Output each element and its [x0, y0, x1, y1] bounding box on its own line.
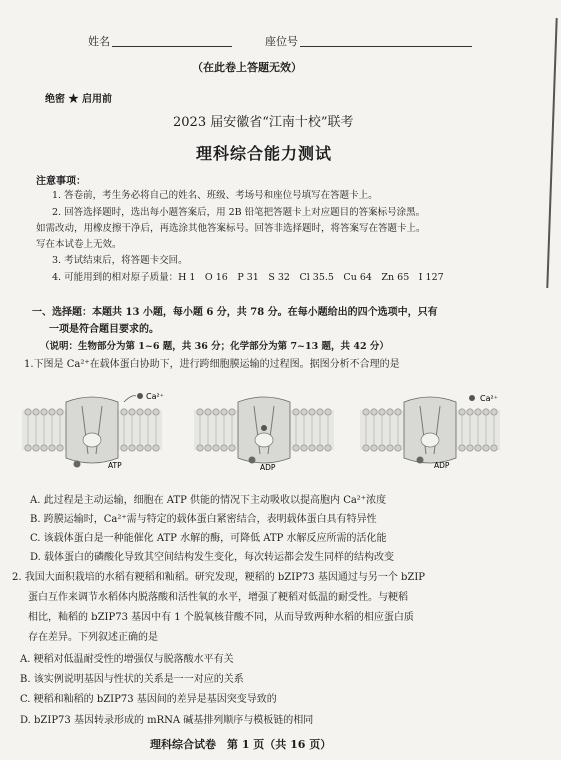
note-item: 如需改动，用橡皮擦干净后，再选涂其他答案标号。回答非选择题时，将答案写在答题卡上。	[36, 223, 426, 234]
q2-option-a: A. 粳稻对低温耐受性的增强仅与脱落酸水平有关	[20, 654, 234, 665]
q1-option-b: B. 跨膜运输时，Ca²⁺需与特定的载体蛋白紧密结合，表明载体蛋白具有特异性	[30, 514, 377, 525]
atp-label: ATP	[108, 461, 122, 470]
ca-label: Ca²⁺	[480, 394, 498, 403]
q2-option-d: D. bZIP73 基因转录形成的 mRNA 碱基排列顺序与模板链的相同	[20, 715, 314, 726]
q2-stem-line: 蛋白互作来调节水稻体内脱落酸和活性氧的水平，增强了粳稻对低温的耐受性。与粳稻	[28, 592, 408, 603]
page-footer: 理科综合试卷 第 1 页（共 16 页）	[150, 738, 332, 751]
figure-panel-3	[360, 394, 500, 470]
page-edge-shadow	[546, 18, 557, 288]
invalid-notice: （在此卷上答题无效）	[192, 61, 302, 74]
q2-option-b: B. 该实例说明基因与性状的关系是一一对应的关系	[20, 674, 244, 685]
ca-label: Ca²⁺	[146, 392, 164, 401]
notes-heading: 注意事项：	[36, 176, 86, 187]
section-heading-cont: 一项是符合题目要求的。	[49, 324, 159, 335]
subject-title: 理科综合能力测试	[196, 144, 333, 163]
seat-line	[300, 46, 472, 47]
exam-title: 2023 届安徽省“江南十校”联考	[173, 115, 354, 130]
q1-option-c: C. 该载体蛋白是一种能催化 ATP 水解的酶，可降低 ATP 水解反应所需的活化能	[30, 533, 387, 544]
note-item: 写在本试卷上无效。	[36, 239, 122, 250]
name-label: 姓名	[88, 35, 110, 48]
q1-stem: 1.下图是 Ca²⁺在载体蛋白协助下，进行跨细胞膜运输的过程图。据图分析不合理的是	[24, 359, 400, 370]
section-note: （说明：生物部分为第 1~6 题，共 36 分；化学部分为第 7~13 题，共 42 分）	[40, 341, 389, 352]
figure-panel-2	[194, 397, 334, 472]
note-item: 2. 回答选择题时，选出每小题答案后，用 2B 铅笔把答题卡上对应题目的答案标号涂黑。	[52, 207, 426, 218]
name-line	[112, 46, 232, 47]
ca-transport-figure	[22, 388, 522, 478]
note-item: 3. 考试结束后，将答题卡交回。	[52, 255, 188, 266]
figure-panel-1	[22, 392, 164, 470]
note-item: 4. 可能用到的相对原子质量：H 1 O 16 P 31 S 32 Cl 35.5 Cu 64 Zn 65 I 127	[52, 272, 444, 283]
section-heading: 一、选择题：本题共 13 小题，每小题 6 分，共 78 分。在每小题给出的四个选项中，只有	[32, 307, 438, 318]
q2-option-c: C. 粳稻和籼稻的 bZIP73 基因间的差异是基因突变导致的	[20, 694, 277, 705]
seat-label: 座位号	[265, 35, 298, 48]
adp-label: ADP	[434, 461, 450, 470]
q2-stem-line: 相比，籼稻的 bZIP73 基因中有 1 个脱氧核苷酸不同，从而导致两种水稻的相应蛋白质	[28, 612, 414, 623]
q1-option-a: A. 此过程是主动运输，细胞在 ATP 供能的情况下主动吸收以提高胞内 Ca²⁺浓度	[30, 495, 387, 506]
adp-label: ADP	[260, 463, 276, 472]
secret-label: 绝密 ★ 启用前	[45, 94, 112, 105]
note-item: 1. 答卷前，考生务必将自己的姓名、班级、考场号和座位号填写在答题卡上。	[52, 190, 378, 201]
q1-option-d: D. 载体蛋白的磷酸化导致其空间结构发生变化，每次转运都会发生同样的结构改变	[30, 552, 395, 563]
q2-stem-line: 2. 我国大面积栽培的水稻有粳稻和籼稻。研究发现，粳稻的 bZIP73 基因通过与另一个 bZIP	[12, 572, 426, 583]
q2-stem-line: 存在差异。下列叙述正确的是	[28, 632, 158, 643]
